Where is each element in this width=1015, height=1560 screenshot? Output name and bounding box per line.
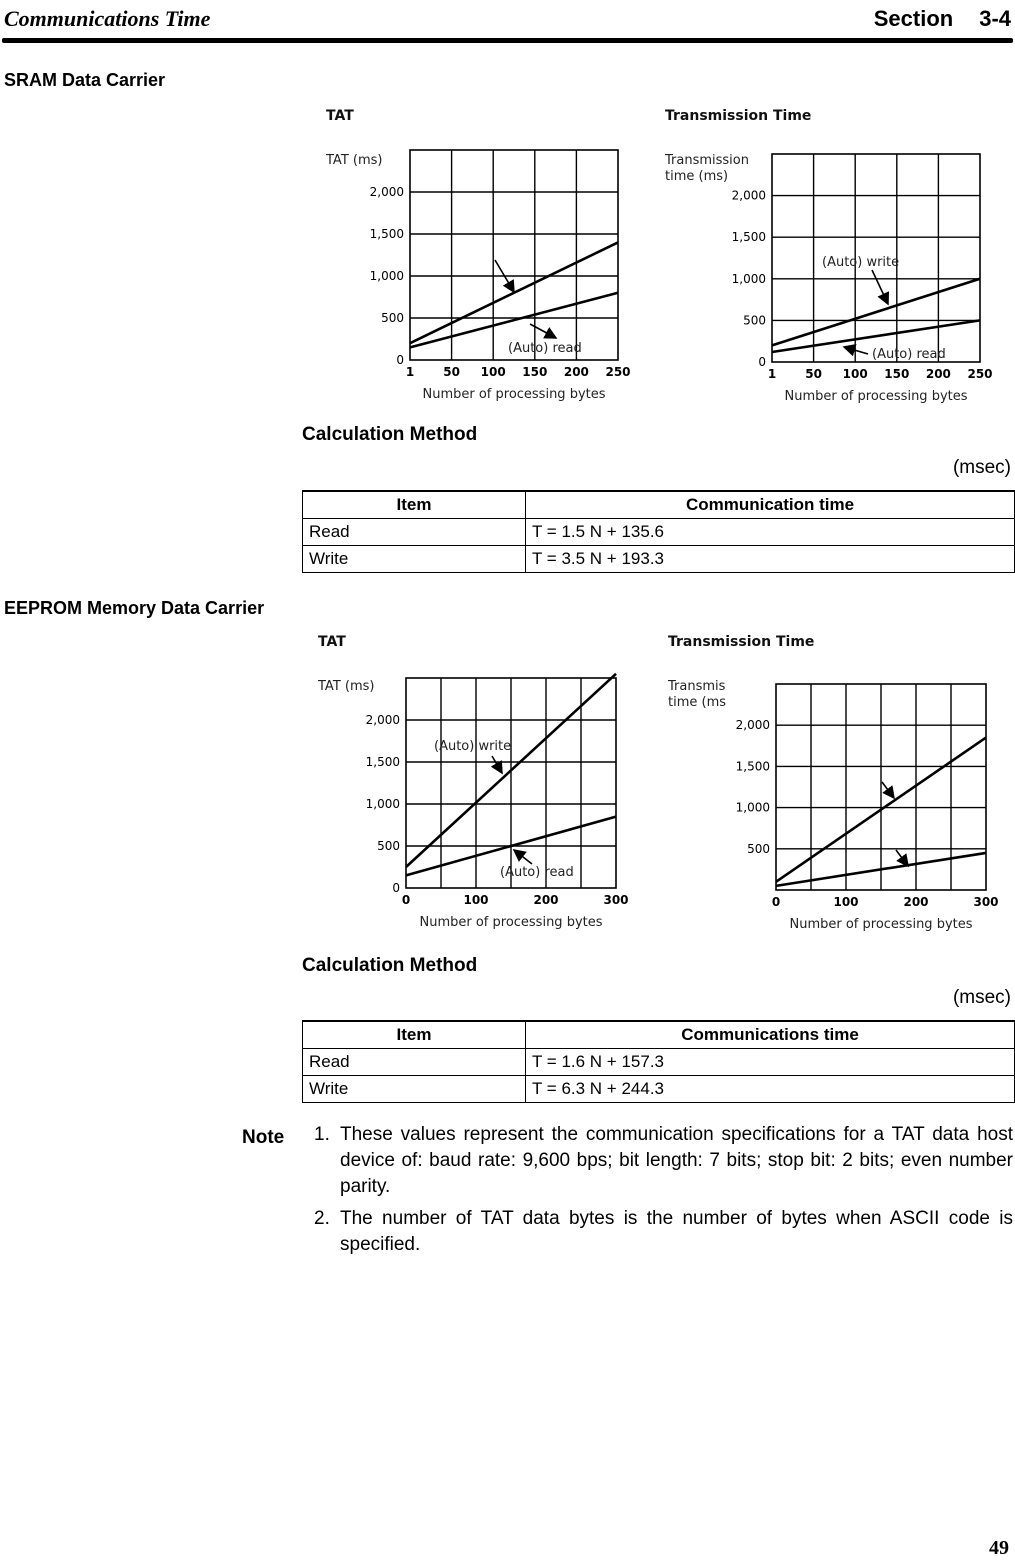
- sram-section-title: SRAM Data Carrier: [4, 70, 166, 90]
- eeprom-section-title: EEPROM Memory Data Carrier: [4, 598, 265, 618]
- y-axis-label: TAT (ms): [326, 153, 383, 168]
- table-header-row: [303, 1021, 1015, 1049]
- x-tick-label: 200: [533, 893, 559, 907]
- x-tick-label: 200: [925, 367, 951, 381]
- table-cell-formula: T = 1.6 N + 157.3: [526, 1049, 1015, 1076]
- table-header-item: Item: [303, 1021, 526, 1049]
- x-axis-label: Number of processing bytes: [789, 917, 973, 932]
- x-tick-label: 200: [563, 365, 589, 379]
- x-tick-label: 300: [603, 893, 629, 907]
- table-row: [303, 546, 1015, 573]
- x-tick-label: 100: [463, 893, 489, 907]
- x-tick-label: 0: [771, 895, 781, 909]
- note-item: [310, 1206, 1013, 1258]
- series-line: [410, 293, 618, 348]
- y-tick-label: 500: [381, 311, 404, 325]
- x-tick-label: 250: [605, 365, 631, 379]
- x-tick-label: 100: [833, 895, 859, 909]
- y-tick-label: 1,000: [731, 271, 766, 286]
- annotation-arrow: [514, 850, 532, 864]
- table-cell-formula: T = 3.5 N + 193.3: [526, 546, 1015, 573]
- x-tick-label: 250: [967, 367, 993, 381]
- x-tick-label: 0: [401, 893, 411, 907]
- note-number: 2.: [314, 1208, 330, 1229]
- eeprom-transmission-chart: [660, 626, 1005, 936]
- table-cell-item: Write: [303, 546, 526, 573]
- y-tick-label: 500: [377, 839, 400, 853]
- x-tick-label: 50: [443, 365, 460, 379]
- series-annotation: (Auto) read: [872, 347, 946, 362]
- x-tick-label: 1: [767, 367, 777, 381]
- x-tick-label: 150: [884, 367, 910, 381]
- note-list: [310, 1122, 1013, 1264]
- note-item: [310, 1122, 1013, 1200]
- section-number: 3-4: [979, 6, 1011, 31]
- annotation-arrow: [872, 270, 888, 304]
- y-axis-label: time (ms): [665, 169, 729, 184]
- y-tick-label: 0: [392, 881, 400, 895]
- series-annotation: (Auto) write: [822, 255, 900, 270]
- x-tick-label: 100: [842, 367, 868, 381]
- y-tick-label: 500: [747, 841, 770, 856]
- table-row: [303, 1049, 1015, 1076]
- table-header-time: Communications time: [526, 1021, 1015, 1049]
- table-header-time: Communication time: [526, 491, 1015, 519]
- series-annotation: (Auto) write: [434, 739, 512, 754]
- table-cell-formula: T = 1.5 N + 135.6: [526, 519, 1015, 546]
- eeprom-unit: (msec): [952, 987, 1011, 1008]
- y-tick-label: 2,000: [369, 185, 404, 199]
- y-axis-label: TAT (ms): [318, 679, 375, 694]
- note-number: 1.: [314, 1124, 330, 1145]
- eeprom-comm-table: [302, 1020, 1015, 1103]
- page-number: 49: [989, 1537, 1009, 1559]
- sram-transmission-chart: [650, 100, 995, 410]
- x-tick-label: 1: [405, 365, 415, 379]
- note-text: These values represent the communication specifications for a TAT data host device of: baud rate: 9,600 bps; bit length: 7 bits; stop bit: 2 bits; even number parity.: [340, 1124, 1013, 1197]
- table-row: [303, 519, 1015, 546]
- x-tick-label: 100: [480, 365, 506, 379]
- y-tick-label: 1,000: [735, 800, 770, 815]
- sram-calc-title: Calculation Method: [302, 424, 478, 445]
- eeprom-calc-title: Calculation Method: [302, 955, 478, 976]
- x-tick-label: 200: [903, 895, 929, 909]
- table-header-row: [303, 491, 1015, 519]
- x-axis-label: Number of processing bytes: [784, 389, 968, 404]
- chart-title: Transmission Time: [665, 108, 812, 124]
- note-label: Note: [242, 1127, 285, 1148]
- table-row: [303, 1076, 1015, 1103]
- y-tick-label: 1,000: [369, 269, 404, 283]
- table-cell-item: Read: [303, 1049, 526, 1076]
- annotation-arrow: [844, 347, 868, 354]
- x-tick-label: 50: [805, 367, 822, 381]
- table-cell-item: Write: [303, 1076, 526, 1103]
- y-tick-label: 2,000: [365, 713, 400, 727]
- chart-title: TAT: [318, 634, 346, 650]
- note-text: The number of TAT data bytes is the number of bytes when ASCII code is specified.: [340, 1208, 1013, 1255]
- x-axis-label: Number of processing bytes: [419, 915, 603, 930]
- chart-title: Transmission Time: [668, 634, 815, 650]
- y-axis-label: Transmission: [665, 153, 749, 168]
- y-tick-label: 1,500: [365, 755, 400, 769]
- annotation-arrow: [530, 324, 556, 338]
- sram-comm-table: [302, 490, 1015, 573]
- chart-title: TAT: [326, 108, 354, 124]
- y-tick-label: 1,500: [731, 230, 766, 245]
- y-axis-label: time (ms: [668, 695, 727, 710]
- series-annotation: (Auto) read: [508, 341, 582, 356]
- y-tick-label: 500: [743, 313, 766, 328]
- series-annotation: (Auto) read: [500, 865, 574, 880]
- annotation-arrow: [492, 756, 502, 773]
- eeprom-tat-chart: [310, 626, 650, 936]
- running-header-title: Communications Time: [4, 6, 211, 31]
- sram-unit: (msec): [952, 457, 1011, 478]
- y-tick-label: 0: [758, 355, 766, 369]
- annotation-arrow: [882, 782, 894, 798]
- y-tick-label: 0: [396, 353, 404, 367]
- y-tick-label: 1,500: [735, 759, 770, 774]
- section-word: Section: [873, 6, 954, 31]
- x-tick-label: 300: [973, 895, 999, 909]
- table-header-item: Item: [303, 491, 526, 519]
- section-label: [874, 6, 1011, 32]
- table-cell-item: Read: [303, 519, 526, 546]
- y-tick-label: 1,000: [365, 797, 400, 811]
- sram-tat-chart: [310, 100, 640, 410]
- series-line: [410, 242, 618, 343]
- header-rule: [2, 38, 1013, 43]
- y-tick-label: 1,500: [369, 227, 404, 241]
- y-tick-label: 2,000: [731, 188, 766, 203]
- x-tick-label: 150: [522, 365, 548, 379]
- table-cell-formula: T = 6.3 N + 244.3: [526, 1076, 1015, 1103]
- y-tick-label: 2,000: [735, 718, 770, 733]
- y-axis-label: Transmis: [668, 679, 726, 694]
- annotation-arrow: [896, 850, 908, 866]
- x-axis-label: Number of processing bytes: [422, 387, 606, 402]
